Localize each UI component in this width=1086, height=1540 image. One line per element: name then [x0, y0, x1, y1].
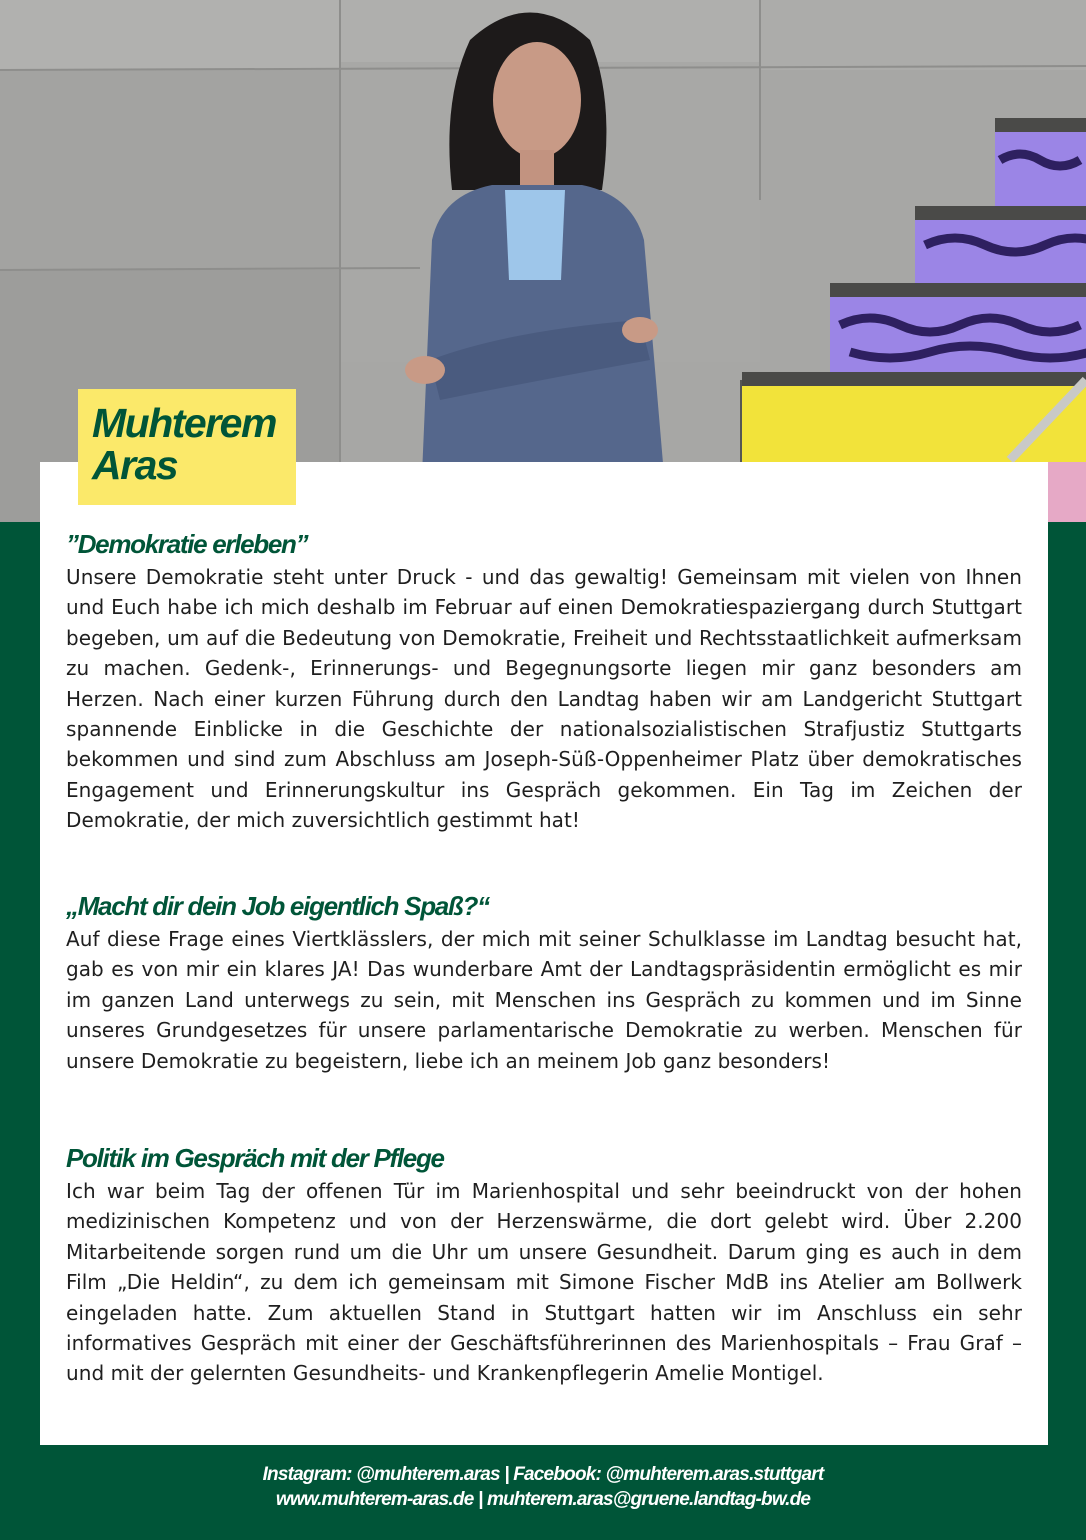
- section-politik-pflege: [66, 1142, 1022, 1389]
- section-text: Ich war beim Tag der offenen Tür im Marienhospital und sehr beeindruckt von der hohen medizinischen Kompetenz und von der Herzenswärme, die dort gelebt wird. Über 2.200 Mitarbeitende sorgen rund um die Uhr um unsere Gesundheit. Darum ging es auch in dem Film „Die Heldin“, zu dem ich gemeinsam mit Simone Fischer MdB ins Atelier am Bollwerk eingeladen hatte. Zum aktuellen Stand in Stuttgart hatten wir im Anschluss ein sehr informatives Gespräch mit einer der Geschäftsführerinnen des Marienhospitals – Frau Graf – und mit der gelernten Gesundheits- und Krankenpflegerin Amelie Montigel.: [66, 1179, 1022, 1386]
- name-label: [78, 389, 296, 505]
- section-heading: „Macht dir dein Job eigentlich Spaß?“: [66, 891, 489, 921]
- section-heading: ”Demokratie erleben”: [66, 529, 308, 559]
- content-card: [40, 462, 1048, 1445]
- footer-social-links[interactable]: Instagram: @muhterem.aras | Facebook: @muhterem.aras.stuttgart: [262, 1464, 824, 1485]
- footer-contact: [0, 1462, 1086, 1512]
- section-demokratie-erleben: [66, 528, 1022, 836]
- name-first: Muhterem: [92, 400, 276, 446]
- section-job-spass: [66, 890, 1022, 1076]
- footer-web-email[interactable]: www.muhterem-aras.de | muhterem.aras@gruene.landtag-bw.de: [275, 1489, 811, 1510]
- name-last: Aras: [92, 442, 178, 488]
- section-text: Unsere Demokratie steht unter Druck - und das gewaltig! Gemeinsam mit vielen von Ihnen und Euch habe ich mich deshalb im Februar auf einen Demokratiespaziergang durch Stuttgart begeben, um auf die Bedeutung von Demokratie, Freiheit und Rechtsstaatlichkeit aufmerksam zu machen. Gedenk-, Erinnerungs- und Begegnungsorte liegen mir ganz besonders am Herzen. Nach einer kurzen Führung durch den Landtag haben wir am Landgericht Stuttgart spannende Einblicke in die Geschichte der nationalsozialistischen Strafjustiz Stuttgarts bekommen und sind zum Abschluss am Joseph-Süß-Oppenheimer Platz über demokratisches Engagement und Erinnerungskultur ins Gespräch gekommen. Ein Tag im Zeichen der Demokratie, der mich zuversichtlich gestimmt hat!: [66, 565, 1022, 833]
- section-text: Auf diese Frage eines Viertklässlers, der mich mit seiner Schulklasse im Landtag besucht hat, gab es von mir ein klares JA! Das wunderbare Amt der Landtagspräsidentin ermöglicht es mir im ganzen Land unterwegs zu sein, mit Menschen ins Gespräch zu kommen und im Sinne unseres Grundgesetzes für unsere parlamentarische Demokratie zu werben. Menschen für unsere Demokratie zu begeistern, liebe ich an meinem Job ganz besonders!: [66, 927, 1022, 1073]
- section-heading: Politik im Gespräch mit der Pflege: [66, 1143, 444, 1173]
